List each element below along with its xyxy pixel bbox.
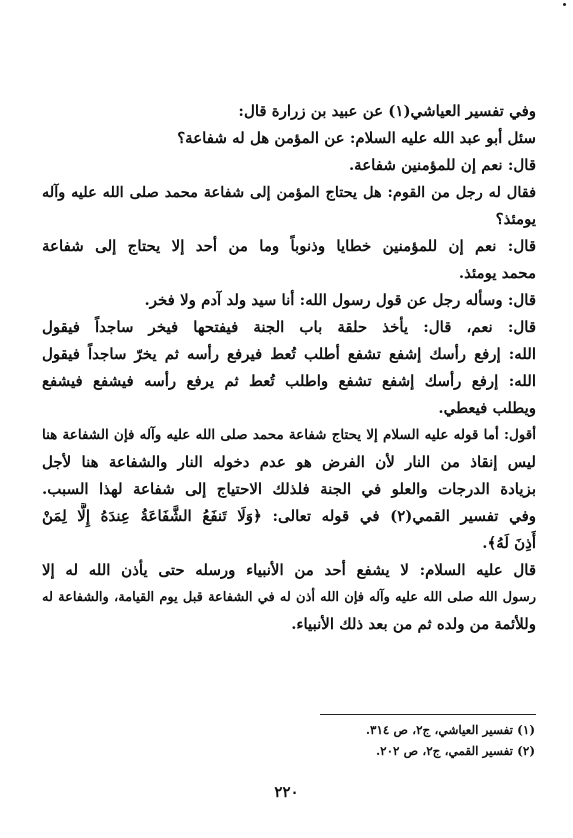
- text-line: وفي تفسير العياشي(١) عن عبيد بن زرارة قال:: [238, 102, 536, 120]
- text-line: قال: نعم إن للمؤمنين شفاعة.: [348, 156, 536, 174]
- text-line: فقال له رجل من القوم: هل يحتاج المؤمن إلى شفاعة محمد صلى الله عليه وآله: [42, 184, 536, 201]
- text-line: الله: إرفع رأسك إشفع تشفع واطلب تُعط ثم يرفع رأسه فيشفع فيشفع: [42, 372, 536, 390]
- page-body: [42, 98, 536, 638]
- text-line: أقول: أما قوله عليه السلام إلا يحتاج شفاعة محمد صلى الله عليه وآله فإن الشفاعة هنا: [42, 427, 536, 443]
- text-line: بزيادة الدرجات والعلو في الجنة فلذلك الاحتياج إلى شفاعة لهذا السبب.: [42, 480, 536, 498]
- text-line: ويطلب فيعطي.: [438, 399, 536, 417]
- text-line: محمد يومئذ.: [458, 264, 536, 282]
- footnote-item: (١) تفسير العياشي، ج٢، ص ٣١٤.: [365, 723, 535, 737]
- text-line: قال عليه السلام: لا يشفع أحد من الأنبياء ورسله حتى يأذن الله له إلا: [42, 561, 536, 579]
- text-line: وفي تفسير القمي(٢) في قوله تعالى: ﴿وَلَا تَنفَعُ الشَّفَاعَةُ عِندَهُ إِلَّا لِمَنْ: [42, 507, 536, 525]
- page-number: ٢٢٠: [274, 783, 299, 801]
- text-line: قال: نعم، قال: يأخذ حلقة باب الجنة فيفتحها فيخر ساجداً فيقول: [42, 318, 536, 336]
- footnote-item: (٢) تفسير القمي، ج٢، ص ٢٠٢.: [375, 744, 535, 758]
- corner-dot: [563, 3, 566, 6]
- text-line: قال: وسأله رجل عن قول رسول الله: أنا سيد ولد آدم ولا فخر.: [144, 291, 536, 309]
- text-line: الله: إرفع رأسك إشفع تشفع أطلب تُعط فيرفع رأسه ثم يخرّ ساجداً فيقول: [42, 345, 536, 363]
- text-line: قال: نعم إن للمؤمنين خطايا وذنوباً وما من أحد إلا يحتاج إلى شفاعة: [42, 237, 536, 255]
- text-line: سئل أبو عبد الله عليه السلام: عن المؤمن هل له شفاعة؟: [177, 129, 536, 147]
- text-line: وللأئمة من ولده ثم من بعد ذلك الأنبياء.: [291, 615, 536, 633]
- footnote-divider: [320, 714, 536, 715]
- footnotes: [235, 720, 535, 762]
- text-line: رسول الله صلى الله عليه وآله فإن الله أذن له في الشفاعة قبل يوم القيامة، والشفاعة له: [42, 590, 536, 605]
- text-line: يومئذ؟: [495, 210, 536, 228]
- text-line: ليس إنقاذ من النار لأن الفرض هو عدم دخوله النار والشفاعة هنا لأجل: [42, 453, 536, 471]
- text-line: أَذِنَ لَهُ﴾.: [482, 534, 536, 552]
